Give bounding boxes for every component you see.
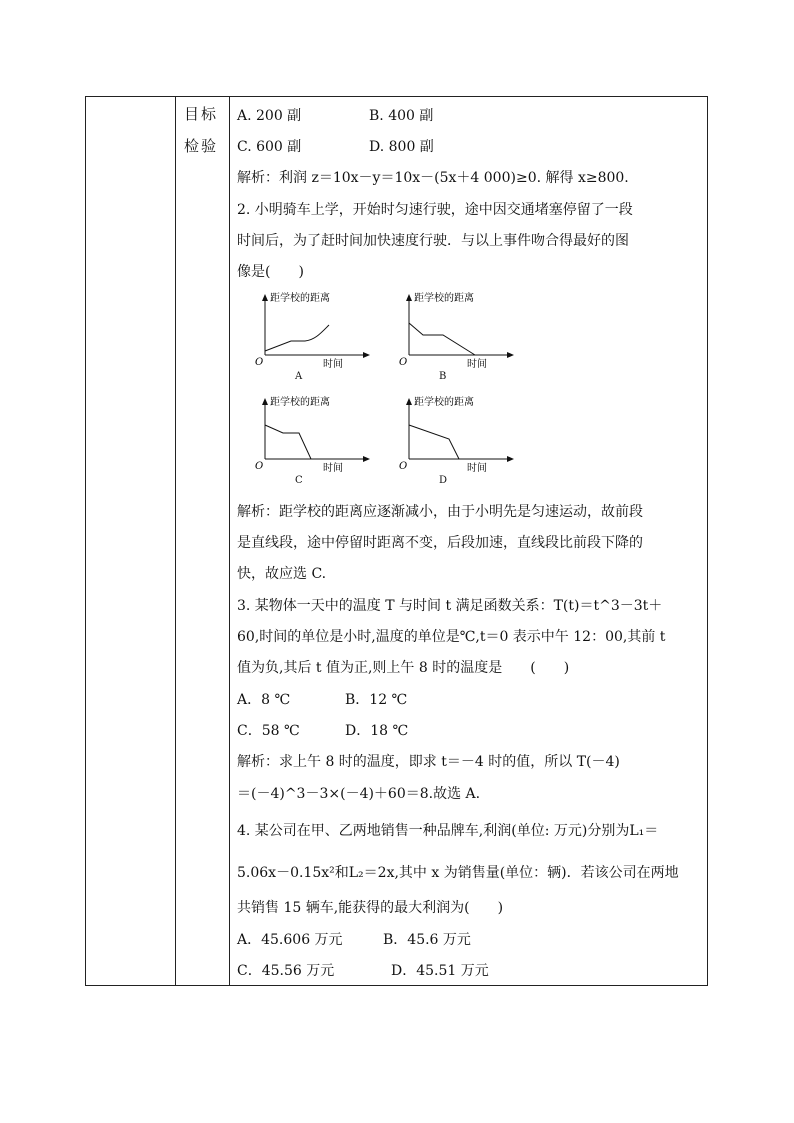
q3-option-a: A．8 ℃ bbox=[237, 692, 291, 708]
graph-d-svg bbox=[391, 397, 521, 487]
q3-analysis-line2: ＝(－4)^3－3×(－4)＋60＝8.故选 A. bbox=[237, 786, 481, 802]
graph-b-svg bbox=[391, 293, 521, 383]
graph-c-xlabel: 时间 bbox=[323, 463, 343, 474]
graph-c-svg bbox=[243, 397, 373, 487]
q4-stem-line2: 5.06x－0.15x²和L₂＝2x,其中 x 为销售量(单位：辆)．若该公司在两地 bbox=[237, 865, 679, 881]
q4-option-c: C．45.56 万元 bbox=[237, 963, 335, 979]
graph-d-xlabel: 时间 bbox=[467, 463, 487, 474]
table-column-label bbox=[176, 97, 230, 985]
graph-d bbox=[391, 397, 521, 487]
q1-option-a: A. 200 副 bbox=[237, 108, 302, 124]
graph-d-curve bbox=[409, 425, 459, 459]
q1-option-c: C. 600 副 bbox=[237, 139, 302, 155]
graph-b-origin: O bbox=[399, 357, 408, 368]
graph-b-ylabel: 距学校的距离 bbox=[414, 293, 474, 304]
q3-option-c: C．58 ℃ bbox=[237, 723, 300, 739]
section-label-line2: 检验 bbox=[184, 137, 219, 155]
q4-option-a: A．45.606 万元 bbox=[237, 932, 343, 948]
q4-option-b: B．45.6 万元 bbox=[383, 932, 471, 948]
graph-b-curve bbox=[409, 323, 475, 355]
table-column-blank bbox=[86, 97, 176, 985]
q3-stem-line2: 60,时间的单位是小时,温度的单位是℃,t＝0 表示中午 12：00,其前 t bbox=[237, 629, 666, 645]
graph-c-curve bbox=[265, 425, 311, 459]
graph-a-xlabel: 时间 bbox=[323, 359, 343, 370]
q3-analysis-line1: 解析：求上午 8 时的温度，即求 t＝－4 时的值，所以 T(－4) bbox=[237, 754, 620, 770]
q4-stem-line3: 共销售 15 辆车,能获得的最大利润为( ) bbox=[237, 900, 504, 916]
graph-d-origin: O bbox=[399, 461, 408, 472]
graph-a-svg bbox=[243, 293, 373, 383]
graph-d-caption: D bbox=[439, 475, 448, 486]
q2-analysis-line2: 是直线段，途中停留时距离不变，后段加速，直线段比前段下降的 bbox=[237, 535, 643, 551]
q1-option-b: B. 400 副 bbox=[369, 108, 434, 124]
worksheet-table bbox=[85, 96, 708, 986]
graph-a-origin: O bbox=[255, 357, 264, 368]
q2-analysis-line3: 快，故应选 C. bbox=[237, 566, 327, 582]
graph-a-ylabel: 距学校的距离 bbox=[270, 293, 330, 304]
graph-c-ylabel: 距学校的距离 bbox=[270, 397, 330, 408]
q2-stem-line3: 像是( ) bbox=[237, 264, 304, 280]
graph-d-ylabel: 距学校的距离 bbox=[414, 397, 474, 408]
q4-stem-line1: 4. 某公司在甲、乙两地销售一种品牌车,利润(单位: 万元)分别为L₁＝ bbox=[237, 823, 659, 839]
content-cell bbox=[233, 97, 701, 985]
q1-option-d: D. 800 副 bbox=[369, 139, 434, 155]
graph-a-caption: A bbox=[295, 371, 303, 382]
q3-stem-line3: 值为负,其后 t 值为正,则上午 8 时的温度是 ( ) bbox=[237, 660, 570, 676]
graph-a bbox=[243, 293, 373, 383]
q3-option-d: D．18 ℃ bbox=[345, 723, 409, 739]
section-label-line1: 目标 bbox=[184, 105, 219, 123]
q3-option-b: B．12 ℃ bbox=[345, 692, 408, 708]
q2-stem-line1: 2. 小明骑车上学，开始时匀速行驶，途中因交通堵塞停留了一段 bbox=[237, 202, 633, 218]
graph-c bbox=[243, 397, 373, 487]
q2-stem-line2: 时间后，为了赶时间加快速度行驶．与以上事件吻合得最好的图 bbox=[237, 233, 629, 249]
q2-analysis-line1: 解析：距学校的距离应逐渐减小，由于小明先是匀速运动，故前段 bbox=[237, 504, 643, 520]
q4-option-d: D．45.51 万元 bbox=[391, 963, 489, 979]
graph-a-curve bbox=[265, 325, 329, 351]
q1-analysis: 解析：利润 z＝10x－y＝10x－(5x＋4 000)≥0. 解得 x≥800. bbox=[237, 170, 629, 186]
q3-stem-line1: 3. 某物体一天中的温度 T 与时间 t 满足函数关系：T(t)＝t^3－3t＋ bbox=[237, 598, 663, 614]
graph-b-caption: B bbox=[439, 371, 447, 382]
graph-c-origin: O bbox=[255, 461, 264, 472]
graph-c-caption: C bbox=[295, 475, 303, 486]
graph-b-xlabel: 时间 bbox=[467, 359, 487, 370]
graph-b bbox=[391, 293, 521, 383]
